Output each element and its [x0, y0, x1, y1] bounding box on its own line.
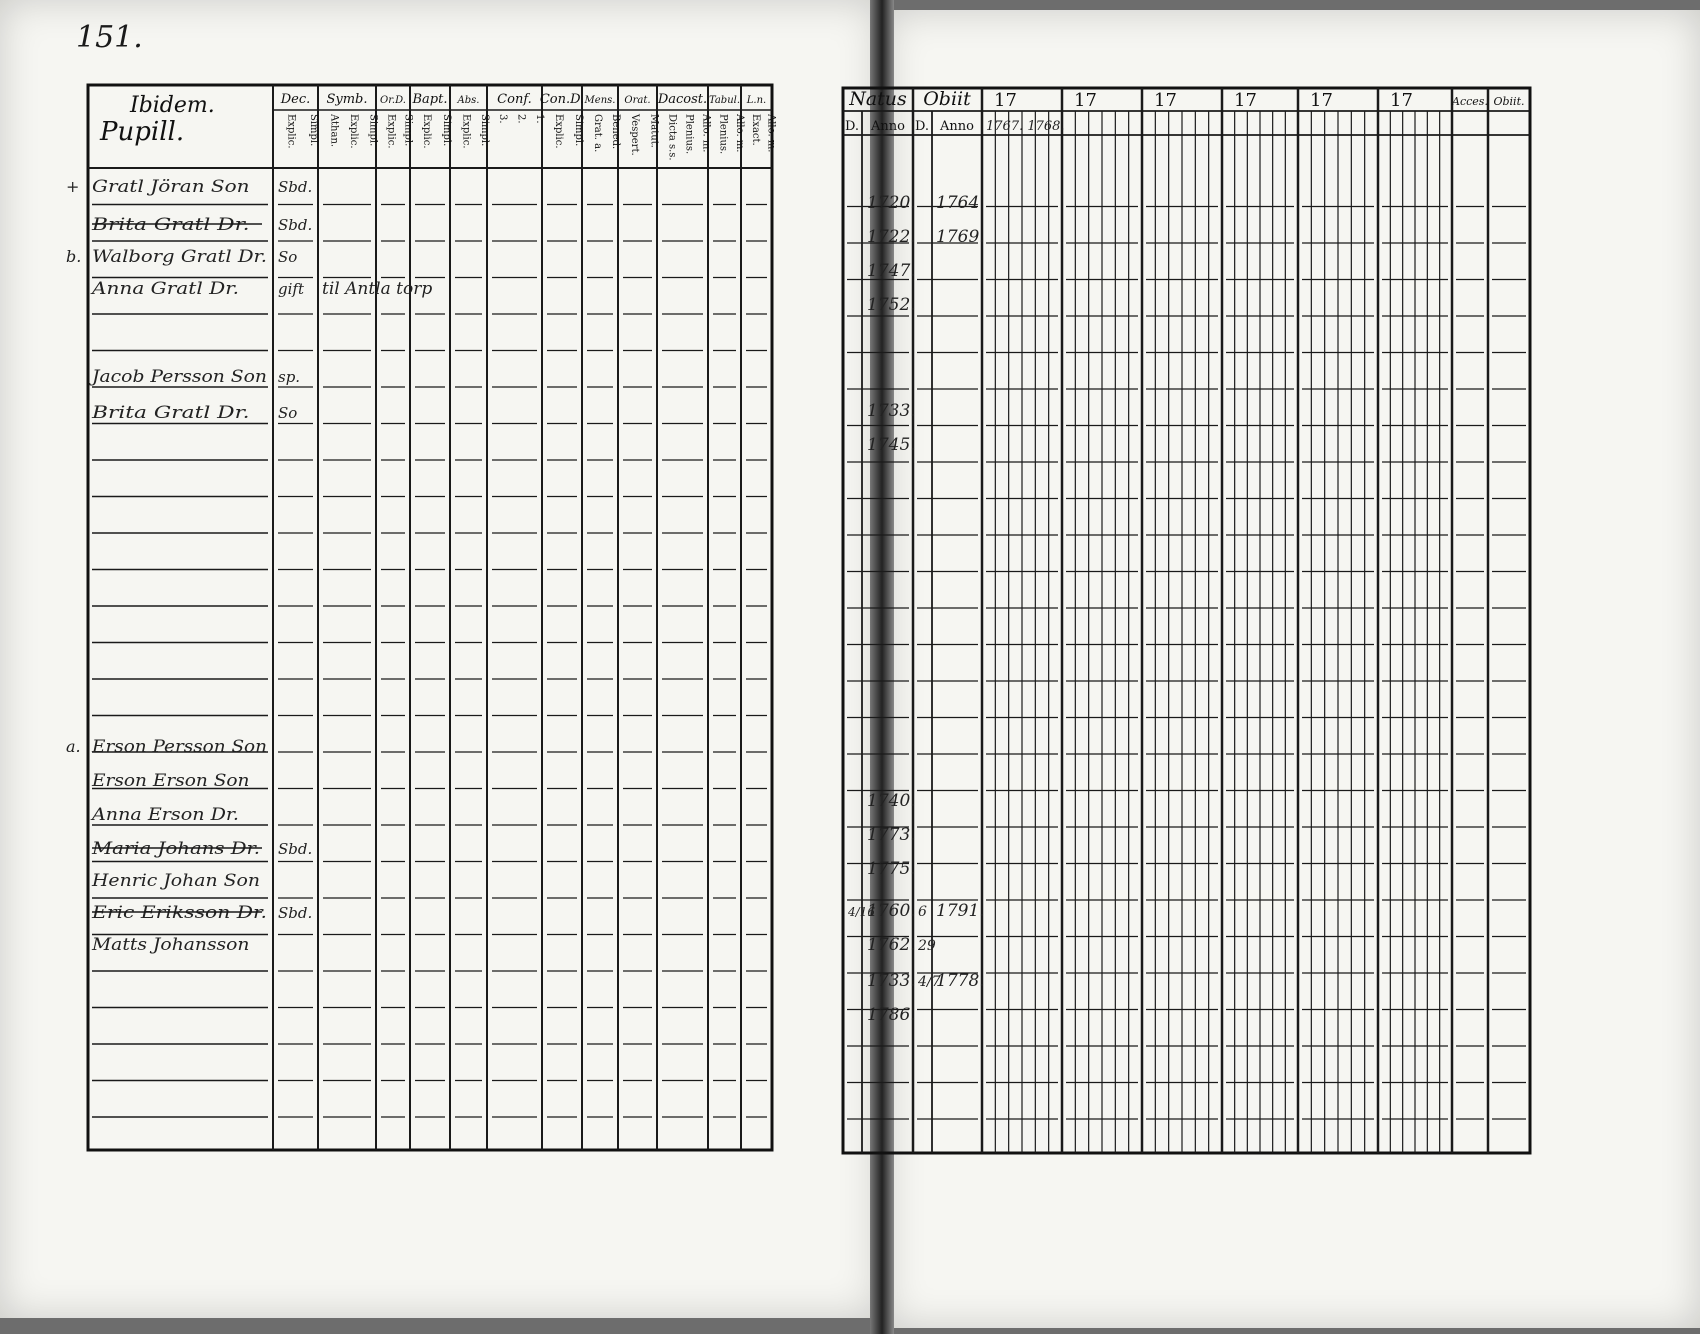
obiit-year: 1778.: [936, 971, 985, 991]
left-row-name: Brita Gratl Dr.: [90, 215, 250, 235]
natus-year: 1745.: [867, 435, 916, 455]
page-number: 151.: [76, 20, 143, 55]
left-row-note: til Antla torp: [322, 279, 433, 299]
year-header: 17: [994, 90, 1017, 111]
year-notes: 1767. 1768.: [986, 119, 1065, 134]
left-row-dec-mark: Sbd.: [278, 216, 313, 234]
natus-anno-subheader: Anno: [871, 119, 905, 134]
left-column-header: L.n.: [746, 95, 767, 106]
left-column-subheader: Simpl.: [367, 114, 379, 147]
left-column-subheader: Explic.: [553, 114, 564, 149]
obiit2-header: Obiit.: [1493, 95, 1525, 108]
left-column-subheader: Simpl.: [441, 114, 452, 147]
natus-year: 1762.: [867, 935, 916, 955]
left-column-subheader: Simpl.: [573, 114, 584, 147]
left-row-dec-mark: So: [278, 248, 298, 266]
obiit-day: 4/7: [918, 974, 941, 990]
left-column-header: Conf.: [497, 92, 532, 107]
left-row-mark: +: [66, 177, 80, 196]
left-column-subheader: Simpl.: [478, 114, 490, 147]
left-column-header: Con.D.: [539, 92, 585, 107]
left-column-subheader: Simpl.: [402, 114, 414, 147]
left-column-subheader: Vespert.: [628, 114, 640, 156]
natus-year: 1747.: [867, 261, 916, 281]
left-column-header: Mens.: [584, 95, 616, 106]
obiit-year: 1769.: [936, 227, 985, 247]
left-column-subheader: Explic.: [285, 114, 297, 149]
left-column-subheader: Athan.: [328, 114, 340, 148]
left-row-name: Anna Erson Dr.: [89, 805, 239, 825]
left-column-subheader: Explic.: [421, 114, 432, 149]
left-column-subheader: Explic.: [385, 114, 397, 149]
left-column-subheader: Simpl.: [307, 114, 319, 147]
left-row-name: Matts Johansson: [90, 935, 250, 955]
left-row-name: Erson Erson Son: [90, 771, 250, 791]
left-column-subheader: Grat. a.: [592, 114, 603, 153]
left-title-ibidem: Ibidem.: [130, 93, 215, 118]
obiit-day: 6: [918, 904, 927, 920]
obiit-d-subheader: D.: [914, 119, 930, 134]
year-header: 17: [1234, 90, 1257, 111]
left-row-dec-mark: So: [278, 404, 298, 422]
left-column-subheader: Explic.: [460, 114, 472, 149]
left-row-mark: b.: [66, 247, 82, 266]
natus-year: 1773.: [867, 825, 916, 845]
left-column-subheader: Allo. m.: [765, 114, 777, 153]
left-title-pupill: Pupill.: [100, 117, 185, 147]
left-column-subheader: 3.: [497, 114, 509, 124]
left-column-subheader: Allo. m.: [733, 114, 745, 153]
obiit-anno-subheader: Anno: [940, 119, 974, 134]
obiit-day: 29: [918, 938, 936, 954]
left-column-header: Abs.: [457, 95, 480, 106]
left-table-border: [88, 85, 772, 1150]
left-column-subheader: Plenius.: [683, 114, 695, 155]
left-row-dec-mark: sp.: [278, 368, 301, 386]
natus-year: 1722.: [867, 227, 916, 247]
year-header: 17: [1310, 90, 1333, 111]
left-column-subheader: 2.: [515, 114, 527, 124]
natus-year: 1720.: [867, 193, 916, 213]
left-column-subheader: Allo. m.: [700, 114, 712, 153]
left-column-header: Tabul.: [708, 95, 741, 106]
left-row-dec-mark: Sbd.: [278, 840, 313, 858]
left-column-header: Dacost.: [657, 92, 708, 107]
left-row-name: Jacob Persson Son: [88, 367, 267, 387]
left-row-dec-mark: gift: [278, 280, 304, 298]
left-column-subheader: 1.: [533, 114, 545, 124]
natus-year: 1786.: [867, 1005, 916, 1025]
natus-year: 1733.: [867, 971, 916, 991]
left-row-dec-mark: Sbd.: [278, 178, 313, 196]
natus-year: 1760.: [867, 901, 916, 921]
obiit-header: Obiit: [923, 88, 971, 110]
year-header: 17: [1074, 90, 1097, 111]
left-row-name: Erson Persson Son: [90, 737, 267, 757]
left-column-header: Or.D.: [380, 95, 406, 106]
obiit-year: 1764: [936, 193, 980, 213]
left-column-header: Orat.: [624, 95, 651, 106]
natus-day: 4/16: [848, 905, 875, 919]
accessit-header: Acces.: [1452, 95, 1488, 108]
left-row-mark: a.: [66, 737, 81, 756]
natus-year: 1752.: [867, 295, 916, 315]
left-column-header: Bapt.: [412, 92, 448, 107]
year-header: 17: [1154, 90, 1177, 111]
left-column-subheader: Bened.: [610, 114, 621, 150]
natus-d-subheader: D.: [844, 119, 860, 134]
left-column-header: Dec.: [280, 92, 311, 107]
left-row-name: Brita Gratl Dr.: [90, 403, 250, 423]
natus-year: 1740.: [867, 791, 916, 811]
left-row-name: Walborg Gratl Dr.: [92, 247, 267, 267]
left-row-name: Maria Johans Dr.: [90, 839, 261, 859]
year-header: 17: [1390, 90, 1413, 111]
left-row-dec-mark: Sbd.: [278, 904, 313, 922]
left-row-name: Henric Johan Son: [90, 871, 260, 891]
left-row-name: Anna Gratl Dr.: [89, 279, 239, 299]
left-column-subheader: Exact.: [749, 114, 761, 146]
left-column-subheader: Dicta s.s.: [666, 114, 678, 161]
left-column-subheader: Explic.: [348, 114, 359, 149]
natus-year: 1733.: [867, 401, 916, 421]
left-column-subheader: Matut.: [648, 114, 660, 148]
natus-header: Natus: [849, 88, 907, 110]
left-column-header: Symb.: [326, 92, 368, 107]
left-row-name: Eric Eriksson Dr.: [90, 903, 267, 923]
left-column-subheader: Plenius.: [717, 114, 729, 155]
obiit-year: 1791.: [936, 901, 985, 921]
left-row-name: Gratl Jöran Son: [92, 177, 250, 197]
natus-year: 1775.: [867, 859, 916, 879]
